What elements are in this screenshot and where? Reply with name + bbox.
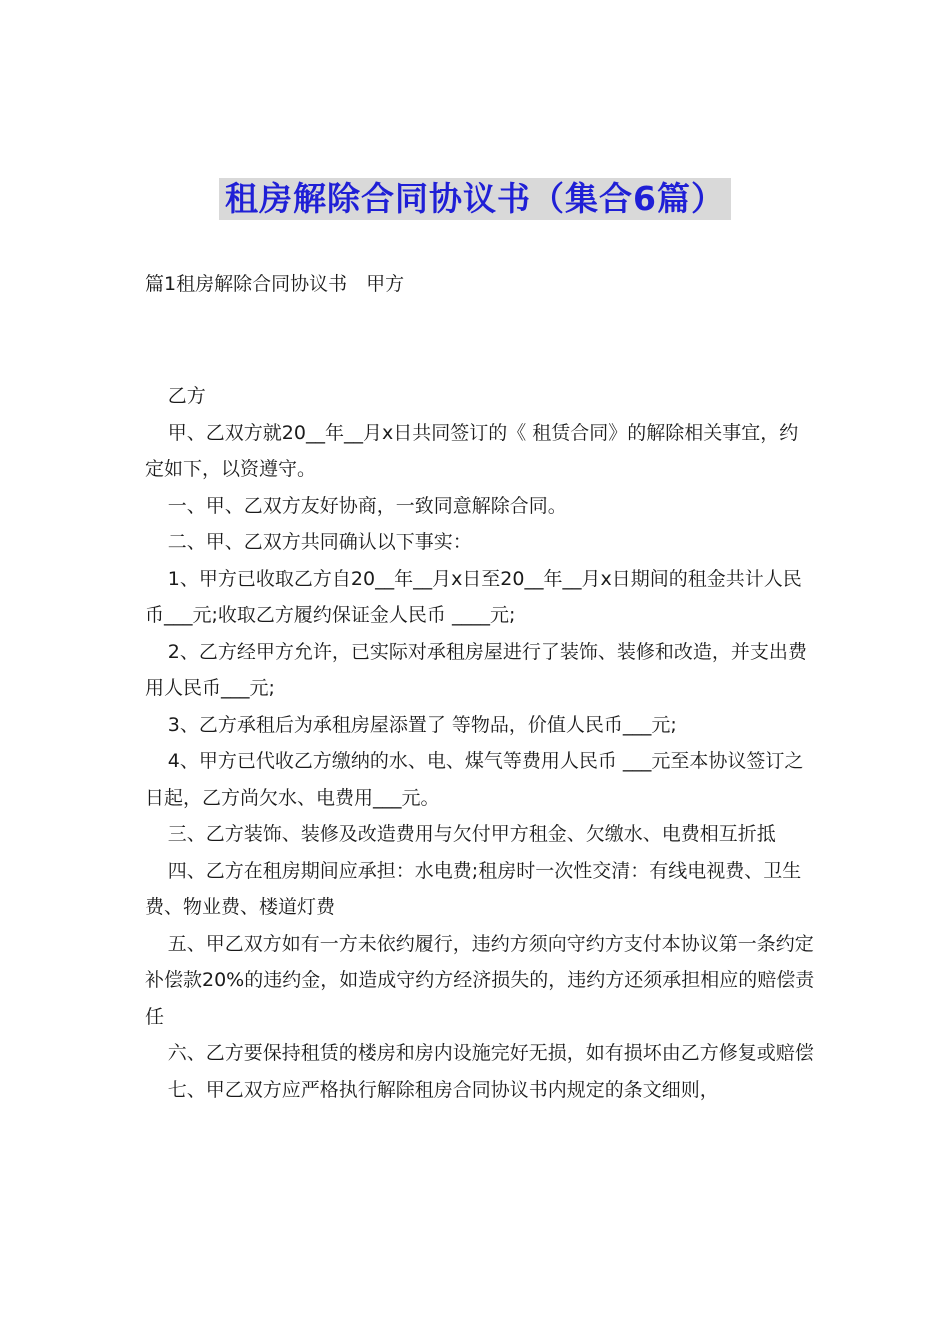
paragraph-fact-2: 2、乙方经甲方允许，已实际对承租房屋进行了装饰、装修和改造，并支出费用人民币___元; xyxy=(145,640,807,699)
paragraph-fact-3: 3、乙方承租后为承租房屋添置了 等物品，价值人民币___元; xyxy=(167,713,677,736)
document-body xyxy=(145,378,815,1108)
document-title: 租房解除合同协议书（集合6篇） xyxy=(219,178,731,220)
section-heading: 篇1租房解除合同协议书 甲方 xyxy=(145,273,405,295)
paragraph-clause-2: 二、甲、乙双方共同确认以下事实： xyxy=(167,531,472,553)
paragraph-party-b: 乙方 xyxy=(167,385,206,407)
paragraph-clause-4: 四、乙方在租房期间应承担：水电费;租房时一次性交清：有线电视费、卫生费、物业费、楼道灯费 xyxy=(145,859,802,918)
paragraph-clause-3: 三、乙方装饰、装修及改造费用与欠付甲方租金、欠缴水、电费相互折抵 xyxy=(167,823,776,845)
title-wrap xyxy=(0,178,950,220)
paragraph-fact-4: 4、甲方已代收乙方缴纳的水、电、煤气等费用人民币 ___元至本协议签订之日起，乙方尚欠水、电费用___元。 xyxy=(145,750,804,809)
paragraph-clause-6: 六、乙方要保持租赁的楼房和房内设施完好无损，如有损坏由乙方修复或赔偿 xyxy=(167,1042,814,1064)
paragraph-fact-1: 1、甲方已收取乙方自20__年__月x日至20__年__月x日期间的租金共计人民币___元;收取乙方履约保证金人民币 ____元; xyxy=(145,567,802,626)
paragraph-clause-1: 一、甲、乙双方友好协商，一致同意解除合同。 xyxy=(167,494,567,517)
paragraph-clause-7: 七、甲乙双方应严格执行解除租房合同协议书内规定的条文细则， xyxy=(167,1078,719,1101)
paragraph-intro: 甲、乙双方就20__年__月x日共同签订的《 租赁合同》的解除相关事宜，约定如下，以资遵守。 xyxy=(145,421,799,480)
paragraph-clause-5: 五、甲乙双方如有一方未依约履行，违约方须向守约方支付本协议第一条约定补偿款20%的违约金，如造成守约方经济损失的，违约方还须承担相应的赔偿责任 xyxy=(145,932,815,1028)
